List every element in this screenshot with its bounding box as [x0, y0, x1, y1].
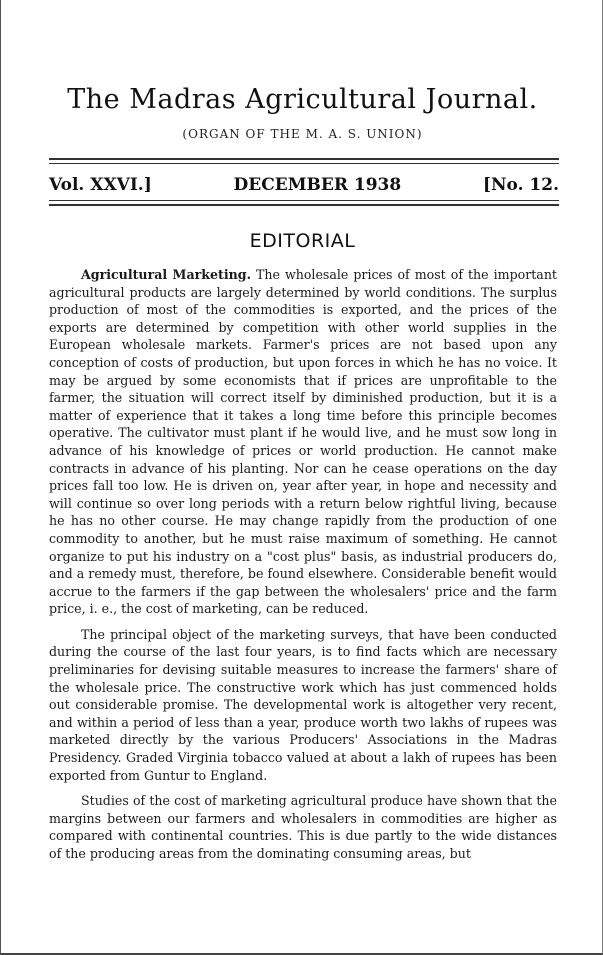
top-double-rule-lower — [49, 163, 559, 164]
bottom-double-rule-upper — [49, 200, 559, 201]
issue-number: [No. 12. — [482, 175, 559, 195]
journal-title: The Madras Agricultural Journal. — [67, 84, 538, 115]
issue-bar — [49, 175, 559, 195]
paragraph-1-text: The wholesale prices of most of the important agricultural products are largely determined by world conditions. The surplus production of most of the commodities is exported, and the prices of the exports are determined by competition with other world supplies in the European wholesale markets. Farmer's prices are not based upon any conception of costs of production, but upon forces in which he has no voice. It may be argued by some economists that if prices are unprofitable to the farmer, the situation will correct itself by diminished production, but it is a matter of experience that it takes a long time before this principle becomes operative. The cultivator must plant if he would live, and he must sow long in advance of his knowledge of prices or world production. He cannot make contracts in advance of his planting. Nor can he cease operations on the day prices fall too low. He is driven on, year after year, in hope and necessity and will continue so over long periods with a return below rightful living, because he has no other course. He may change rapidly from the production of one commodity to another, but he must raise maximum of something. He cannot organize to put his industry on a "cost plus" basis, as industrial producers do, and a remedy must, therefore, be found elsewhere. Considerable benefit would accrue to the farmers if the gap between the wholesalers' price and the farm price, i. e., the cost of marketing, can be reduced. — [49, 267, 557, 617]
bottom-double-rule-lower — [49, 204, 559, 206]
top-double-rule-upper — [49, 158, 559, 160]
lead-heading: Agricultural Marketing. — [81, 267, 251, 282]
section-title: EDITORIAL — [249, 230, 356, 252]
article-body — [49, 266, 557, 863]
paragraph-1 — [49, 266, 557, 618]
organ-line: (ORGAN OF THE M. A. S. UNION) — [182, 127, 423, 141]
paragraph-2: The principal object of the marketing surveys, that have been conducted during the course of the last four years, is to find facts which are necessary preliminaries for devising suitable measures to increase the farmers' share of the wholesale price. The constructive work which has just commenced holds out considerable promise. The developmental work is altogether very recent, and within a period of less than a year, produce worth two lakhs of rupees was marketed directly by the various Producers' Associations in the Madras Presidency. Graded Virginia tobacco valued at about a lakh of rupees has been exported from Guntur to England. — [49, 626, 557, 783]
paragraph-3: Studies of the cost of marketing agricultural produce have shown that the margins between our farmers and wholesalers in commodities are higher as compared with continental countries. This is due partly to the wide distances of the producing areas from the dominating consuming areas, but — [49, 793, 557, 861]
volume-label: Vol. XXVI.] — [49, 175, 152, 195]
issue-date: DECEMBER 1938 — [233, 175, 402, 195]
